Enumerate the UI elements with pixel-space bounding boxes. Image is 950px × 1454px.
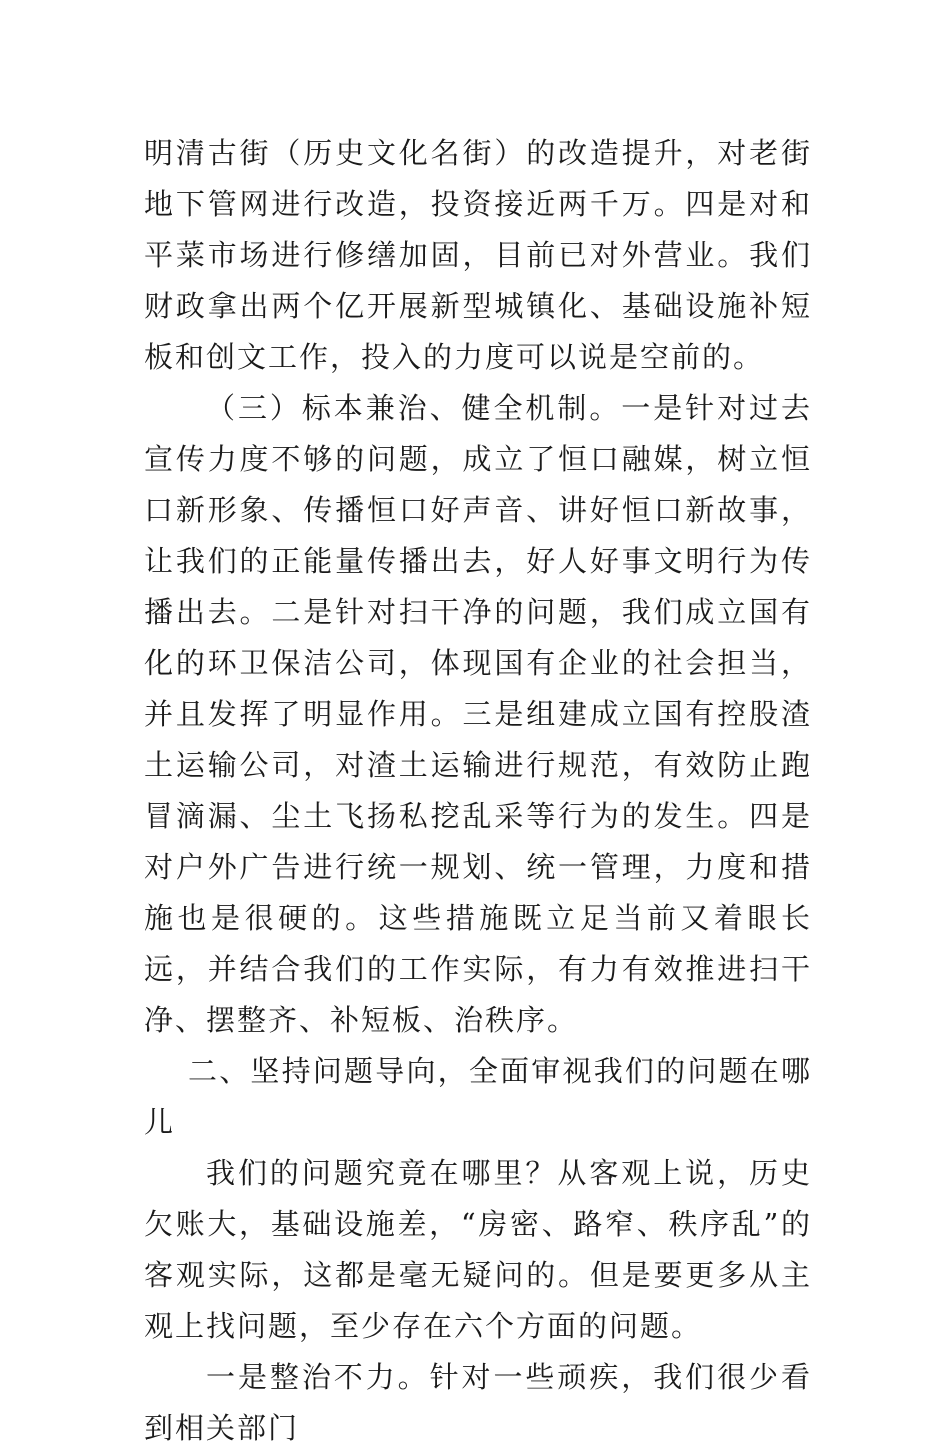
document-body xyxy=(144,128,812,1454)
paragraph-problems-intro: 我们的问题究竟在哪里？从客观上说，历史欠账大，基础设施差，“房密、路窄、秩序乱”的客观实际，这都是毫无疑问的。但是要更多从主观上找问题，至少存在六个方面的问题。 xyxy=(144,1156,812,1343)
paragraph-continuation: 明清古街（历史文化名街）的改造提升，对老街地下管网进行改造，投资接近两千万。四是对和平菜市场进行修缮加固，目前已对外营业。我们财政拿出两个亿开展新型城镇化、基础设施补短板和创文工作，投入的力度可以说是空前的。 xyxy=(144,136,812,374)
paragraph-section-three: （三）标本兼治、健全机制。一是针对过去宣传力度不够的问题，成立了恒口融媒，树立恒口新形象、传播恒口好声音、讲好恒口新故事，让我们的正能量传播出去，好人好事文明行为传播出去。二是针对扫干净的问题，我们成立国有化的环卫保洁公司，体现国有企业的社会担当，并且发挥了明显作用。三是组建成立国有控股渣土运输公司，对渣土运输进行规范，有效防止跑冒滴漏、尘土飞扬私挖乱采等行为的发生。四是对户外广告进行统一规划、统一管理，力度和措施也是很硬的。这些措施既立足当前又着眼长远，并结合我们的工作实际，有力有效推进扫干净、摆整齐、补短板、治秩序。 xyxy=(144,391,812,1037)
paragraph-problem-one: 一是整治不力。针对一些顽疾，我们很少看到相关部门 xyxy=(144,1360,812,1445)
section-heading-two: 二、坚持问题导向，全面审视我们的问题在哪儿 xyxy=(144,1054,812,1139)
